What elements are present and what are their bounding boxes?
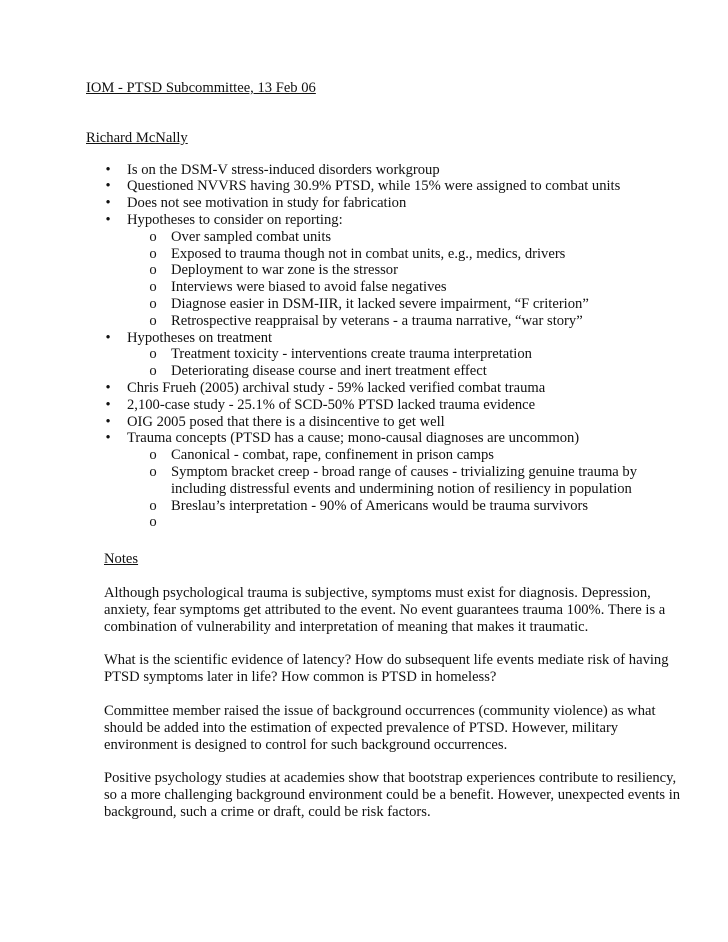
list-item-text: Is on the DSM-V stress-induced disorders workgroup — [127, 161, 440, 178]
sub-list-item-text: Over sampled combat units — [171, 228, 332, 245]
sub-bullet-icon: o — [149, 463, 157, 480]
sub-bullet-icon: o — [149, 245, 157, 262]
sub-bullet-icon: o — [149, 262, 157, 279]
bullet-icon: • — [105, 329, 111, 346]
bullet-icon: • — [105, 161, 111, 178]
notes-paragraph: Committee member raised the issue of background occurrences (community violence) as what should be added into the estimation of expected prevalence of PTSD. However, military environment is designed to control for such background occurrences. — [104, 702, 656, 753]
sub-list-item-text: Canonical - combat, rape, confinement in prison camps — [171, 447, 494, 464]
sub-list-item-text: Retrospective reappraisal by veterans - a trauma narrative, “war story” — [171, 312, 583, 329]
notes-paragraph: Although psychological trauma is subjective, symptoms must exist for diagnosis. Depression, anxiety, fear symptoms get attributed to the event. No event guarantees trauma 100%. There is a combination of vulnerability and interpretation of meaning that makes it traumatic. — [104, 584, 666, 635]
notes-heading-text: Notes — [104, 551, 139, 568]
list-item — [105, 396, 688, 414]
sub-list-item — [149, 363, 688, 380]
sub-list-item — [149, 447, 688, 464]
sub-list-item — [149, 497, 688, 515]
main-bullet-list — [86, 162, 688, 532]
sub-list-item-text: Deployment to war zone is the stressor — [171, 262, 398, 279]
document-title-text: IOM - PTSD Subcommittee, 13 Feb 06 — [86, 80, 316, 96]
sub-list-item — [149, 295, 688, 313]
notes-paragraph: What is the scientific evidence of latency? How do subsequent life events mediate risk of having PTSD symptoms later in life? How common is PTSD in homeless? — [104, 652, 669, 686]
sub-bullet-icon: o — [149, 279, 157, 296]
list-item — [105, 178, 688, 195]
bullet-icon: • — [105, 396, 111, 413]
list-item — [105, 379, 688, 397]
sub-bullet-icon: o — [149, 228, 157, 245]
list-item-text: 2,100-case study - 25.1% of SCD-50% PTSD lacked trauma evidence — [127, 396, 536, 413]
sub-list-item — [149, 514, 688, 531]
speaker-name: Richard McNally — [86, 129, 188, 146]
sub-list-item-text: Diagnose easier in DSM-IIR, it lacked severe impairment, “F criterion” — [171, 295, 589, 312]
speaker-heading — [86, 130, 688, 147]
list-item — [105, 430, 688, 531]
sub-bullet-icon: o — [149, 514, 157, 531]
sub-list-item — [149, 228, 688, 246]
sub-list-item-text: Exposed to trauma though not in combat units, e.g., medics, drivers — [171, 245, 566, 262]
document-title — [86, 80, 688, 97]
sub-bullet-icon: o — [149, 363, 157, 380]
sub-bullet-icon: o — [149, 497, 157, 514]
list-item-text: OIG 2005 posed that there is a disincentive to get well — [127, 413, 445, 430]
sub-list-item-text: Interviews were biased to avoid false negatives — [171, 279, 447, 296]
list-item-text: Questioned NVVRS having 30.9% PTSD, while 15% were assigned to combat units — [127, 178, 621, 195]
list-item — [105, 161, 688, 179]
treatment-hypotheses-list — [127, 346, 688, 380]
notes-paragraph: Positive psychology studies at academies show that bootstrap experiences contribute to resiliency, so a more challenging background environment could be a benefit. However, unexpected events in background, such a crime or draft, could be risk factors. — [104, 770, 681, 820]
list-item-text: Hypotheses on treatment — [127, 329, 273, 346]
list-item-text: Does not see motivation in study for fabrication — [127, 195, 407, 212]
sub-list-item-text: Breslau’s interpretation - 90% of Americans would be trauma survivors — [171, 497, 589, 514]
bullet-icon: • — [105, 195, 111, 212]
reporting-hypotheses-list — [127, 229, 688, 330]
sub-list-item — [149, 245, 688, 263]
list-item — [105, 329, 688, 380]
sub-list-item-text: Treatment toxicity - interventions create trauma interpretation — [171, 346, 532, 363]
bullet-icon: • — [105, 211, 111, 228]
sub-bullet-icon: o — [149, 295, 157, 312]
sub-list-item-text: Symptom bracket creep - broad range of causes - trivializing genuine trauma by including distressful events and undermining notion of resiliency in population — [171, 463, 638, 497]
bullet-icon: • — [105, 178, 111, 195]
list-item — [105, 195, 688, 212]
sub-bullet-icon: o — [149, 447, 157, 464]
bullet-icon: • — [105, 413, 111, 430]
notes-section — [104, 551, 688, 821]
sub-list-item-text: Deteriorating disease course and inert treatment effect — [171, 363, 487, 380]
sub-list-item — [149, 463, 688, 498]
sub-bullet-icon: o — [149, 312, 157, 329]
sub-list-item — [149, 262, 688, 279]
list-item-text: Chris Frueh (2005) archival study - 59% lacked verified combat trauma — [127, 379, 546, 396]
sub-list-item — [149, 346, 688, 363]
bullet-icon: • — [105, 379, 111, 396]
list-item-text: Trauma concepts (PTSD has a cause; mono-causal diagnoses are uncommon) — [127, 430, 580, 447]
list-item — [105, 211, 688, 330]
list-item-text: Hypotheses to consider on reporting: — [127, 211, 343, 228]
sub-list-item-text — [171, 514, 175, 530]
notes-heading — [104, 551, 688, 568]
bullet-icon: • — [105, 430, 111, 447]
sub-bullet-icon: o — [149, 346, 157, 363]
sub-list-item — [149, 312, 688, 330]
trauma-concepts-list — [127, 447, 688, 531]
list-item — [105, 413, 688, 431]
sub-list-item — [149, 279, 688, 296]
